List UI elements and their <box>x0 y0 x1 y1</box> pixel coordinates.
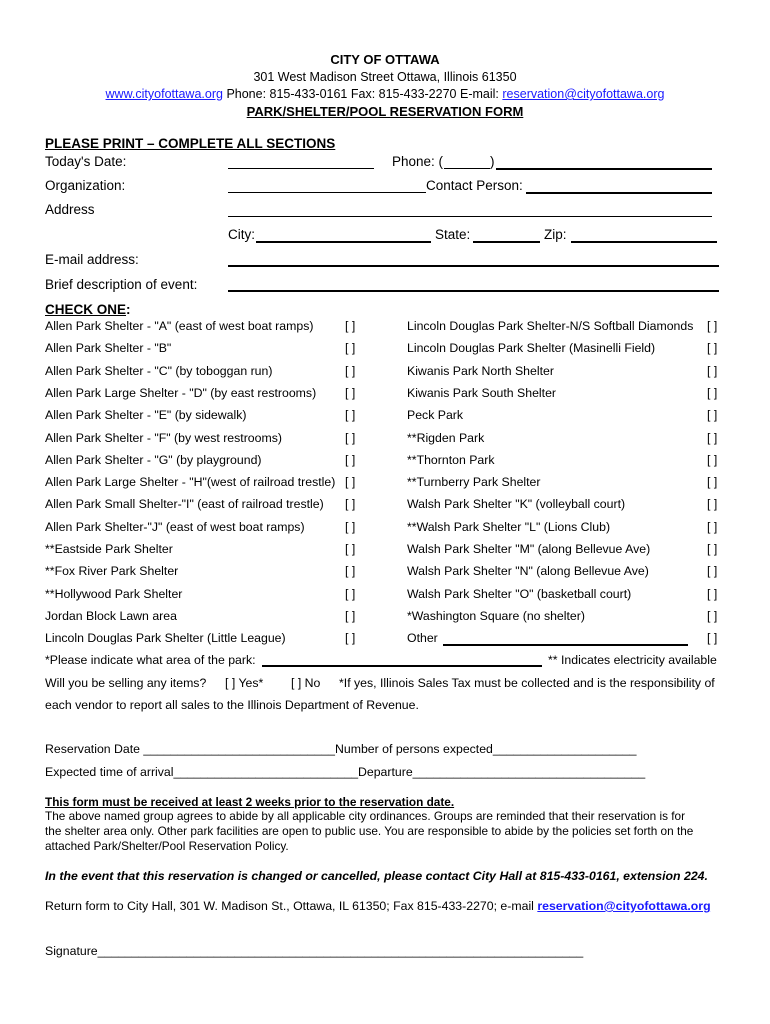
shelter-option-label: Allen Park Shelter - "F" (by west restrooms) <box>45 430 282 445</box>
email-field[interactable] <box>228 265 719 267</box>
shelter-option-checkbox[interactable]: [ ] <box>707 631 718 646</box>
phone-field[interactable] <box>496 168 712 170</box>
form-title: PARK/SHELTER/POOL RESERVATION FORM <box>246 104 524 119</box>
shelter-option-label: Allen Park Shelter - "A" (east of west boat ramps) <box>45 319 314 333</box>
contact-person-field[interactable] <box>526 192 712 194</box>
city-address: 301 West Madison Street Ottawa, Illinois 61350 <box>253 70 517 84</box>
website-link[interactable]: www.cityofottawa.org <box>105 87 223 101</box>
shelter-option-label: Kiwanis Park North Shelter <box>407 363 554 378</box>
reservation-date-field[interactable]: Reservation Date ____________________________ <box>45 742 335 756</box>
shelter-option-label: **Fox River Park Shelter <box>45 564 179 579</box>
shelter-option-checkbox[interactable]: [ ] <box>345 542 356 556</box>
return-email-link[interactable]: reservation@cityofottawa.org <box>537 899 711 913</box>
city-field[interactable] <box>256 241 431 243</box>
shelter-option-checkbox[interactable]: [ ] <box>707 341 718 356</box>
notice-line-3: attached Park/Shelter/Pool Reservation Policy. <box>45 839 289 853</box>
shelter-option-checkbox[interactable]: [ ] <box>345 341 356 356</box>
shelter-option-checkbox[interactable]: [ ] <box>707 408 718 423</box>
shelter-option-label: Lincoln Douglas Park Shelter-N/S Softball Diamonds <box>407 319 694 333</box>
signature-field[interactable]: Signature_______________________________________________________________________ <box>45 944 584 958</box>
selling-question: Will you be selling any items? <box>45 676 207 690</box>
shelter-option-label: Other <box>407 631 438 646</box>
shelter-option-label: Lincoln Douglas Park Shelter (Little League) <box>45 631 286 646</box>
electricity-note: ** Indicates electricity available <box>548 653 717 667</box>
shelter-option-label: Allen Park Shelter - "G" (by playground) <box>45 452 262 467</box>
sales-tax-note: *If yes, Illinois Sales Tax must be collected and is the responsibility of <box>339 676 715 690</box>
return-form-line <box>45 899 711 913</box>
shelter-option-checkbox[interactable]: [ ] <box>345 475 356 490</box>
shelter-option-label: Walsh Park Shelter "O" (basketball court) <box>407 586 632 601</box>
shelter-option-checkbox[interactable]: [ ] <box>345 319 356 333</box>
shelter-option-checkbox[interactable]: [ ] <box>707 452 718 467</box>
notice-heading: This form must be received at least 2 weeks prior to the reservation date. <box>45 795 455 809</box>
shelter-option-label: Walsh Park Shelter "M" (along Bellevue Ave) <box>407 542 651 556</box>
cancel-notice: In the event that this reservation is changed or cancelled, please contact City Hall at 815-433-0161, extension 224. <box>45 869 708 883</box>
phone-label: Phone: ( <box>392 154 444 169</box>
shelter-option-checkbox[interactable]: [ ] <box>345 408 356 423</box>
city-label: City: <box>228 227 255 242</box>
organization-field[interactable] <box>228 192 426 193</box>
shelter-option-label: Walsh Park Shelter "K" (volleyball court) <box>407 497 626 512</box>
brief-description-field[interactable] <box>228 290 719 292</box>
persons-expected-field[interactable]: Number of persons expected_____________________ <box>335 742 637 756</box>
shelter-option-checkbox[interactable]: [ ] <box>707 519 718 534</box>
zip-label: Zip: <box>544 227 567 242</box>
zip-field[interactable] <box>571 241 717 243</box>
shelter-option-checkbox[interactable]: [ ] <box>345 519 356 534</box>
shelter-option-checkbox[interactable]: [ ] <box>707 319 718 333</box>
shelter-option-checkbox[interactable]: [ ] <box>707 586 718 601</box>
state-field[interactable] <box>473 241 540 243</box>
selling-yes-checkbox[interactable]: [ ] Yes* <box>225 676 264 690</box>
header-email-link[interactable]: reservation@cityofottawa.org <box>502 87 665 101</box>
check-one-colon: : <box>126 302 131 317</box>
shelter-option-checkbox[interactable]: [ ] <box>707 475 718 490</box>
notice-line-1: The above named group agrees to abide by all applicable city ordinances. Groups are reminded that their reservation is for <box>45 809 686 823</box>
shelter-option-label: Jordan Block Lawn area <box>45 608 177 623</box>
shelter-option-checkbox[interactable]: [ ] <box>345 452 356 467</box>
shelter-option-label: **Turnberry Park Shelter <box>407 475 541 490</box>
shelter-option-label: Peck Park <box>407 408 464 423</box>
shelter-option-label: Allen Park Shelter - "C" (by toboggan run) <box>45 363 273 378</box>
shelter-option-label: Allen Park Small Shelter-"I" (east of railroad trestle) <box>45 497 324 512</box>
todays-date-label: Today's Date: <box>45 154 127 169</box>
other-field[interactable] <box>443 644 688 646</box>
email-label: E-mail address: <box>45 252 139 267</box>
shelter-option-checkbox[interactable]: [ ] <box>707 608 718 623</box>
state-label: State: <box>435 227 471 242</box>
phone-paren: ) <box>490 154 495 169</box>
check-one-text: CHECK ONE <box>45 302 127 317</box>
header-email-label: E-mail: <box>459 87 499 101</box>
instruction-heading: PLEASE PRINT – COMPLETE ALL SECTIONS <box>45 136 336 151</box>
header-fax: Fax: 815-433-2270 <box>350 87 457 101</box>
departure-field[interactable]: Departure__________________________________ <box>358 765 646 779</box>
area-label: *Please indicate what area of the park: <box>45 653 256 667</box>
return-form-text: Return form to City Hall, 301 W. Madison St., Ottawa, IL 61350; Fax 815-433-2270; e-mail <box>45 899 538 913</box>
selling-no-checkbox[interactable]: [ ] No <box>291 676 321 690</box>
shelter-option-label: Allen Park Shelter - "B" <box>45 341 172 356</box>
address-label: Address <box>45 202 95 217</box>
arrival-time-field[interactable]: Expected time of arrival___________________________ <box>45 765 359 779</box>
shelter-option-checkbox[interactable]: [ ] <box>707 363 718 378</box>
contact-line <box>0 87 770 101</box>
shelter-option-checkbox[interactable]: [ ] <box>707 385 718 400</box>
shelter-option-label: Walsh Park Shelter "N" (along Bellevue Ave) <box>407 564 649 579</box>
shelter-option-checkbox[interactable]: [ ] <box>707 497 718 512</box>
shelter-option-label: Kiwanis Park South Shelter <box>407 385 557 400</box>
phone-area-code-field[interactable] <box>444 168 490 169</box>
sales-tax-note-continued: each vendor to report all sales to the Illinois Department of Revenue. <box>45 698 419 712</box>
shelter-option-checkbox[interactable]: [ ] <box>345 608 356 623</box>
shelter-option-checkbox[interactable]: [ ] <box>707 564 718 579</box>
shelter-option-checkbox[interactable]: [ ] <box>707 542 718 556</box>
shelter-option-checkbox[interactable]: [ ] <box>345 363 356 378</box>
brief-description-label: Brief description of event: <box>45 277 198 292</box>
header-phone: Phone: 815-433-0161 <box>226 87 348 101</box>
shelter-option-label: *Washington Square (no shelter) <box>407 608 585 623</box>
shelter-option-checkbox[interactable]: [ ] <box>345 631 356 646</box>
shelter-option-label: Allen Park Shelter - "E" (by sidewalk) <box>45 408 247 423</box>
shelter-option-label: **Eastside Park Shelter <box>45 542 173 556</box>
shelter-option-label: **Rigden Park <box>407 430 485 445</box>
shelter-option-label: **Walsh Park Shelter "L" (Lions Club) <box>407 519 611 534</box>
todays-date-field[interactable] <box>228 168 374 169</box>
shelter-option-label: Lincoln Douglas Park Shelter (Masinelli Field) <box>407 341 656 356</box>
check-one-heading <box>45 302 131 317</box>
organization-label: Organization: <box>45 178 126 193</box>
notice-line-2: the shelter area only. Other park facilities are open to public use. You are responsible to abide by the policies set forth on the <box>45 824 694 838</box>
contact-person-label: Contact Person: <box>426 178 523 193</box>
shelter-option-checkbox[interactable]: [ ] <box>345 430 356 445</box>
shelter-option-label: **Thornton Park <box>407 452 495 467</box>
shelter-option-label: Allen Park Large Shelter - "D" (by east restrooms) <box>45 385 317 400</box>
shelter-option-label: **Hollywood Park Shelter <box>45 586 183 601</box>
shelter-option-checkbox[interactable]: [ ] <box>707 430 718 445</box>
area-field[interactable] <box>262 665 542 667</box>
address-field[interactable] <box>228 216 712 217</box>
shelter-option-checkbox[interactable]: [ ] <box>345 385 356 400</box>
shelter-option-label: Allen Park Shelter-"J" (east of west boat ramps) <box>45 519 305 534</box>
shelter-option-label: Allen Park Large Shelter - "H"(west of railroad trestle) <box>45 475 336 490</box>
shelter-option-checkbox[interactable]: [ ] <box>345 564 356 579</box>
shelter-option-checkbox[interactable]: [ ] <box>345 586 356 601</box>
shelter-option-checkbox[interactable]: [ ] <box>345 497 356 512</box>
city-title: CITY OF OTTAWA <box>330 52 440 67</box>
